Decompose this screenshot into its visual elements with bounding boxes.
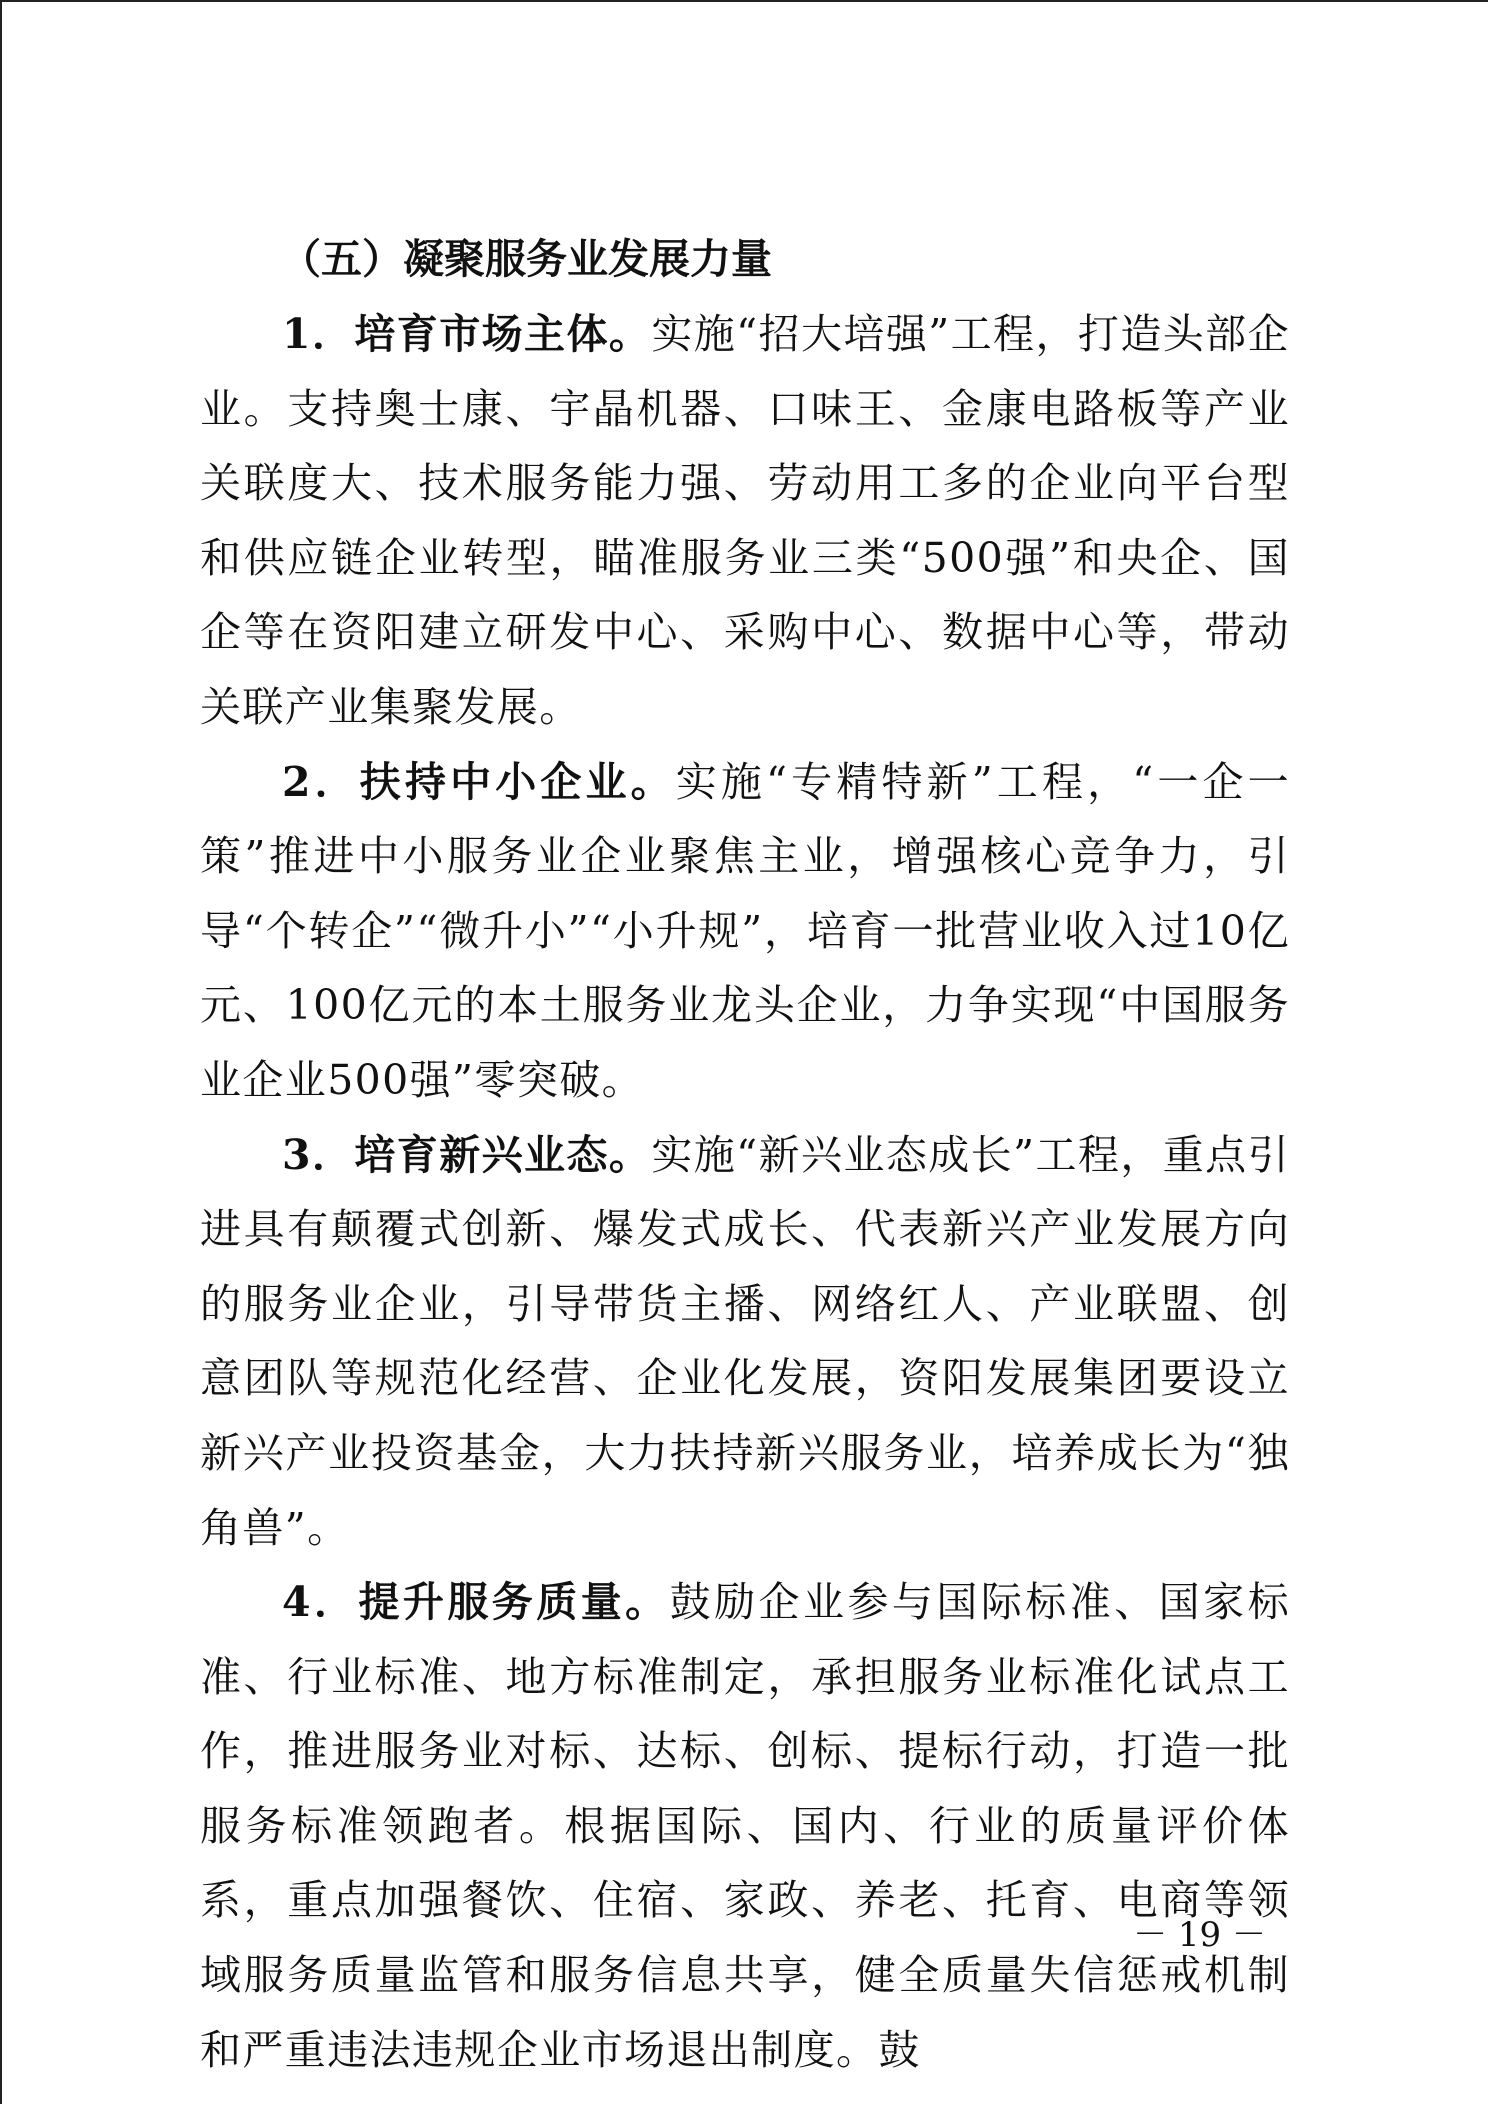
paragraph-lead: 1．培育市场主体。 [282,310,652,358]
paragraph-lead: 4．提升服务质量。 [282,1578,670,1627]
paragraph-cultivate-market-entities [200,297,1290,745]
document-body [200,222,1290,2087]
paragraph-service-quality [200,1565,1290,2087]
page-number: － 19 － [1133,1915,1266,1955]
paragraph-lead: 3．培育新兴业态。 [282,1130,652,1179]
paragraph-support-smes [200,745,1290,1118]
section-heading: （五）凝聚服务业发展力量 [280,235,772,283]
paragraph-emerging-formats [200,1118,1290,1566]
paragraph-text: 实施“专精特新”工程，“一企一策”推进中小服务业企业聚焦主业，增强核心竞争力，引导“个转企”“微升小”“小升规”，培育一批营业收入过10亿元、100亿元的本土服务业龙头企业，力争实现“中国服务业企业500强”零突破。 [200,757,1290,1104]
paragraph-text: 实施“招大培强”工程，打造头部企业。支持奥士康、宇晶机器、口味王、金康电路板等产业关联度大、技术服务能力强、劳动用工多的企业向平台型和供应链企业转型，瞄准服务业三类“500强”和央企、国企等在资阳建立研发中心、采购中心、数据中心等，带动关联产业集聚发展。 [200,310,1290,731]
paragraph-text: 实施“新兴业态成长”工程，重点引进具有颠覆式创新、爆发式成长、代表新兴产业发展方向的服务业企业，引导带货主播、网络红人、产业联盟、创意团队等规范化经营、企业化发展，资阳发展集团要设立新兴产业投资基金，大力扶持新兴服务业，培养成长为“独角兽”。 [200,1130,1290,1552]
paragraph-text: 鼓励企业参与国际标准、国家标准、行业标准、地方标准制定，承担服务业标准化试点工作，推进服务业对标、达标、创标、提标行动，打造一批服务标准领跑者。根据国际、国内、行业的质量评价体系，重点加强餐饮、住宿、家政、养老、托育、电商等领域服务质量监管和服务信息共享，健全质量失信惩戒机制和严重违法违规企业市场退出制度。鼓 [200,1578,1290,2074]
paragraph-lead: 2．扶持中小企业。 [282,757,676,806]
